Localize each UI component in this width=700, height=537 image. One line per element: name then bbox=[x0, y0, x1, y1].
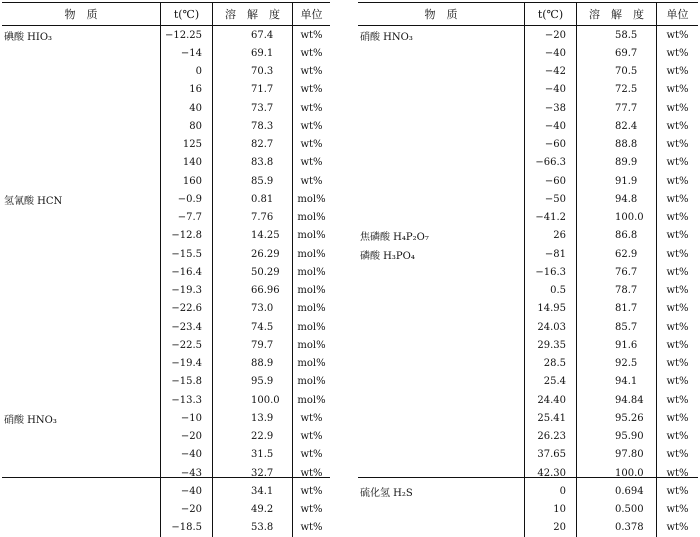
temperature-cell: −22.6 bbox=[160, 300, 212, 318]
temperature-cell: −40 bbox=[160, 446, 212, 464]
solubility-cell: 13.9 bbox=[212, 409, 292, 427]
table-row bbox=[358, 63, 698, 81]
temperature-cell: −81 bbox=[524, 245, 576, 263]
substance-cell bbox=[2, 373, 160, 391]
unit-cell: wt% bbox=[656, 391, 698, 409]
solubility-cell: 85.7 bbox=[576, 318, 656, 336]
table-row bbox=[358, 263, 698, 281]
temperature-cell: 42.30 bbox=[524, 464, 576, 482]
temperature-cell: −40 bbox=[524, 117, 576, 135]
table-row bbox=[2, 373, 330, 391]
unit-cell: wt% bbox=[292, 136, 330, 154]
temperature-cell: 125 bbox=[160, 136, 212, 154]
substance-cell bbox=[2, 172, 160, 190]
table-row bbox=[358, 26, 698, 44]
substance-cell: 磷酸 H₃PO₄ bbox=[360, 250, 415, 262]
temperature-cell: −0.9 bbox=[160, 190, 212, 208]
table-row bbox=[358, 428, 698, 446]
temperature-cell: −20 bbox=[160, 501, 212, 519]
table-row bbox=[358, 318, 698, 336]
temperature-cell: 0 bbox=[524, 482, 576, 500]
substance-cell bbox=[2, 117, 160, 135]
temperature-cell: −16.4 bbox=[160, 263, 212, 281]
unit-cell: wt% bbox=[656, 501, 698, 519]
solubility-cell: 58.5 bbox=[576, 26, 656, 44]
table-row bbox=[358, 81, 698, 99]
table-row bbox=[2, 44, 330, 62]
unit-cell: wt% bbox=[656, 245, 698, 263]
unit-cell: wt% bbox=[656, 318, 698, 336]
temperature-cell: −19.4 bbox=[160, 355, 212, 373]
substance-cell bbox=[358, 63, 524, 81]
unit-cell: wt% bbox=[656, 209, 698, 227]
substance-cell bbox=[358, 44, 524, 62]
table-header bbox=[358, 3, 698, 26]
solubility-cell: 91.9 bbox=[576, 172, 656, 190]
solubility-cell: 79.7 bbox=[212, 336, 292, 354]
table-row bbox=[2, 446, 330, 464]
temperature-cell: −18.5 bbox=[160, 519, 212, 537]
substance-cell bbox=[2, 318, 160, 336]
table-row bbox=[358, 44, 698, 62]
solubility-cell: 92.5 bbox=[576, 355, 656, 373]
table-row bbox=[2, 26, 330, 44]
temperature-cell: −7.7 bbox=[160, 209, 212, 227]
unit-cell: mol% bbox=[292, 245, 330, 263]
table-row bbox=[358, 355, 698, 373]
solubility-cell: 78.7 bbox=[576, 282, 656, 300]
unit-cell: wt% bbox=[292, 154, 330, 172]
temperature-cell: 10 bbox=[524, 501, 576, 519]
substance-cell: 碘酸 HIO₃ bbox=[4, 31, 53, 43]
solubility-cell: 100.0 bbox=[576, 464, 656, 482]
header-substance: 物 质 bbox=[424, 8, 458, 21]
table-row bbox=[2, 245, 330, 263]
substance-cell bbox=[2, 428, 160, 446]
substance-cell bbox=[358, 263, 524, 281]
temperature-cell: 26.23 bbox=[524, 428, 576, 446]
table-row bbox=[2, 300, 330, 318]
solubility-cell: 70.5 bbox=[576, 63, 656, 81]
table-row bbox=[2, 263, 330, 281]
table-body bbox=[358, 26, 698, 537]
substance-cell bbox=[358, 172, 524, 190]
substance-cell bbox=[358, 154, 524, 172]
solubility-cell: 72.5 bbox=[576, 81, 656, 99]
substance-cell bbox=[358, 282, 524, 300]
solubility-cell: 0.378 bbox=[576, 519, 656, 537]
table-row bbox=[2, 99, 330, 117]
substance-cell bbox=[358, 409, 524, 427]
unit-cell: wt% bbox=[656, 190, 698, 208]
substance-cell bbox=[358, 428, 524, 446]
substance-cell bbox=[2, 391, 160, 409]
table-row bbox=[358, 501, 698, 519]
temperature-cell: −15.5 bbox=[160, 245, 212, 263]
unit-cell: mol% bbox=[292, 190, 330, 208]
temperature-cell: −20 bbox=[160, 428, 212, 446]
unit-cell: mol% bbox=[292, 373, 330, 391]
temperature-cell: 140 bbox=[160, 154, 212, 172]
substance-cell bbox=[358, 391, 524, 409]
substance-cell bbox=[2, 245, 160, 263]
temperature-cell: 29.35 bbox=[524, 336, 576, 354]
temperature-cell: −60 bbox=[524, 172, 576, 190]
table-row bbox=[2, 336, 330, 354]
solubility-cell: 14.25 bbox=[212, 227, 292, 245]
temperature-cell: −10 bbox=[160, 409, 212, 427]
table-header bbox=[2, 3, 330, 26]
table-row bbox=[2, 209, 330, 227]
solubility-cell: 77.7 bbox=[576, 99, 656, 117]
solubility-cell: 69.1 bbox=[212, 44, 292, 62]
unit-cell: wt% bbox=[292, 428, 330, 446]
table-row bbox=[358, 300, 698, 318]
substance-cell bbox=[2, 282, 160, 300]
temperature-cell: 37.65 bbox=[524, 446, 576, 464]
unit-cell: wt% bbox=[656, 81, 698, 99]
unit-cell: wt% bbox=[656, 300, 698, 318]
solubility-table-right bbox=[358, 2, 698, 534]
solubility-cell: 73.7 bbox=[212, 99, 292, 117]
substance-cell bbox=[2, 501, 160, 519]
temperature-cell: 14.95 bbox=[524, 300, 576, 318]
substance-cell bbox=[2, 336, 160, 354]
unit-cell: wt% bbox=[292, 117, 330, 135]
table-row bbox=[358, 336, 698, 354]
solubility-cell: 82.7 bbox=[212, 136, 292, 154]
table-row bbox=[358, 209, 698, 227]
temperature-cell: −60 bbox=[524, 136, 576, 154]
unit-cell: mol% bbox=[292, 209, 330, 227]
unit-cell: wt% bbox=[656, 26, 698, 44]
temperature-cell: −22.5 bbox=[160, 336, 212, 354]
unit-cell: wt% bbox=[656, 519, 698, 537]
unit-cell: wt% bbox=[292, 519, 330, 537]
substance-cell: 焦磷酸 H₄P₂O₇ bbox=[360, 232, 429, 244]
table-row bbox=[358, 391, 698, 409]
unit-cell: mol% bbox=[292, 355, 330, 373]
substance-cell bbox=[358, 136, 524, 154]
temperature-cell: −40 bbox=[524, 44, 576, 62]
unit-cell: wt% bbox=[656, 409, 698, 427]
solubility-cell: 31.5 bbox=[212, 446, 292, 464]
unit-cell: wt% bbox=[656, 136, 698, 154]
substance-cell bbox=[358, 318, 524, 336]
unit-cell: wt% bbox=[656, 44, 698, 62]
table-row bbox=[358, 172, 698, 190]
solubility-cell: 69.7 bbox=[576, 44, 656, 62]
unit-cell: wt% bbox=[292, 99, 330, 117]
table-row bbox=[358, 482, 698, 500]
unit-cell: mol% bbox=[292, 227, 330, 245]
unit-cell: mol% bbox=[292, 300, 330, 318]
temperature-cell: −19.3 bbox=[160, 282, 212, 300]
unit-cell: wt% bbox=[656, 117, 698, 135]
temperature-cell: −12.8 bbox=[160, 227, 212, 245]
substance-cell: 硝酸 HNO₃ bbox=[4, 414, 57, 426]
substance-cell bbox=[358, 190, 524, 208]
unit-cell: mol% bbox=[292, 391, 330, 409]
solubility-cell: 82.4 bbox=[576, 117, 656, 135]
solubility-cell: 100.0 bbox=[576, 209, 656, 227]
unit-cell: wt% bbox=[292, 409, 330, 427]
solubility-cell: 26.29 bbox=[212, 245, 292, 263]
substance-cell bbox=[358, 300, 524, 318]
temperature-cell: −15.8 bbox=[160, 373, 212, 391]
solubility-cell: 100.0 bbox=[212, 391, 292, 409]
unit-cell: wt% bbox=[292, 446, 330, 464]
table-body bbox=[2, 26, 330, 537]
solubility-cell: 0.81 bbox=[212, 190, 292, 208]
substance-cell bbox=[358, 519, 524, 537]
solubility-cell: 95.26 bbox=[576, 409, 656, 427]
table-row bbox=[358, 154, 698, 172]
temperature-cell: −38 bbox=[524, 99, 576, 117]
table-row bbox=[358, 117, 698, 135]
substance-cell: 氢氰酸 HCN bbox=[4, 195, 63, 207]
unit-cell: wt% bbox=[656, 446, 698, 464]
solubility-cell: 76.7 bbox=[576, 263, 656, 281]
unit-cell: wt% bbox=[656, 154, 698, 172]
unit-cell: wt% bbox=[292, 172, 330, 190]
table-row bbox=[2, 81, 330, 99]
table-row bbox=[2, 501, 330, 519]
solubility-cell: 88.9 bbox=[212, 355, 292, 373]
header-temperature: t(℃) bbox=[160, 3, 212, 25]
solubility-cell: 94.8 bbox=[576, 190, 656, 208]
table-row bbox=[2, 190, 330, 208]
table-row bbox=[358, 136, 698, 154]
header-temperature: t(℃) bbox=[524, 3, 576, 25]
table-row bbox=[358, 190, 698, 208]
substance-cell bbox=[2, 355, 160, 373]
unit-cell: wt% bbox=[656, 428, 698, 446]
table-row bbox=[2, 63, 330, 81]
solubility-cell: 78.3 bbox=[212, 117, 292, 135]
substance-cell bbox=[2, 63, 160, 81]
table-row bbox=[2, 428, 330, 446]
unit-cell: wt% bbox=[656, 99, 698, 117]
table-row bbox=[358, 373, 698, 391]
unit-cell: wt% bbox=[292, 464, 330, 482]
temperature-cell: −41.2 bbox=[524, 209, 576, 227]
table-row bbox=[2, 227, 330, 245]
substance-cell bbox=[358, 373, 524, 391]
temperature-cell: −12.25 bbox=[160, 26, 212, 44]
temperature-cell: −14 bbox=[160, 44, 212, 62]
temperature-cell: 40 bbox=[160, 99, 212, 117]
table-row bbox=[2, 136, 330, 154]
unit-cell: wt% bbox=[656, 355, 698, 373]
solubility-cell: 88.8 bbox=[576, 136, 656, 154]
temperature-cell: −40 bbox=[160, 482, 212, 500]
temperature-cell: 25.4 bbox=[524, 373, 576, 391]
substance-cell bbox=[2, 227, 160, 245]
solubility-cell: 7.76 bbox=[212, 209, 292, 227]
solubility-cell: 0.500 bbox=[576, 501, 656, 519]
substance-cell bbox=[358, 81, 524, 99]
temperature-cell: −66.3 bbox=[524, 154, 576, 172]
table-row bbox=[2, 117, 330, 135]
unit-cell: wt% bbox=[656, 263, 698, 281]
unit-cell: wt% bbox=[292, 44, 330, 62]
unit-cell: wt% bbox=[656, 373, 698, 391]
table-row bbox=[358, 227, 698, 245]
solubility-cell: 66.96 bbox=[212, 282, 292, 300]
substance-cell bbox=[2, 300, 160, 318]
solubility-cell: 86.8 bbox=[576, 227, 656, 245]
temperature-cell: 16 bbox=[160, 81, 212, 99]
substance-cell bbox=[2, 154, 160, 172]
table-row bbox=[358, 409, 698, 427]
table-row bbox=[2, 154, 330, 172]
unit-cell: wt% bbox=[292, 501, 330, 519]
unit-cell: mol% bbox=[292, 318, 330, 336]
header-substance: 物 质 bbox=[64, 8, 98, 21]
solubility-cell: 89.9 bbox=[576, 154, 656, 172]
temperature-cell: −50 bbox=[524, 190, 576, 208]
temperature-cell: 0 bbox=[160, 63, 212, 81]
solubility-cell: 94.1 bbox=[576, 373, 656, 391]
temperature-cell: −43 bbox=[160, 464, 212, 482]
substance-cell bbox=[2, 81, 160, 99]
temperature-cell: 20 bbox=[524, 519, 576, 537]
table-row bbox=[2, 318, 330, 336]
temperature-cell: 24.40 bbox=[524, 391, 576, 409]
solubility-table-left bbox=[2, 2, 330, 534]
header-solubility: 溶 解 度 bbox=[576, 3, 656, 25]
table-row bbox=[2, 282, 330, 300]
temperature-cell: 160 bbox=[160, 172, 212, 190]
unit-cell: wt% bbox=[292, 482, 330, 500]
unit-cell: wt% bbox=[656, 172, 698, 190]
unit-cell: mol% bbox=[292, 282, 330, 300]
temperature-cell: 0.5 bbox=[524, 282, 576, 300]
unit-cell: wt% bbox=[656, 227, 698, 245]
substance-cell bbox=[2, 99, 160, 117]
solubility-cell: 73.0 bbox=[212, 300, 292, 318]
table-row bbox=[358, 282, 698, 300]
solubility-cell: 49.2 bbox=[212, 501, 292, 519]
unit-cell: mol% bbox=[292, 263, 330, 281]
substance-cell bbox=[2, 44, 160, 62]
solubility-cell: 34.1 bbox=[212, 482, 292, 500]
table-row bbox=[2, 409, 330, 427]
unit-cell: wt% bbox=[656, 482, 698, 500]
substance-cell bbox=[2, 519, 160, 537]
solubility-cell: 95.90 bbox=[576, 428, 656, 446]
temperature-cell: 28.5 bbox=[524, 355, 576, 373]
table-row bbox=[358, 519, 698, 537]
temperature-cell: −20 bbox=[524, 26, 576, 44]
solubility-cell: 71.7 bbox=[212, 81, 292, 99]
solubility-cell: 81.7 bbox=[576, 300, 656, 318]
unit-cell: wt% bbox=[656, 464, 698, 482]
solubility-cell: 83.8 bbox=[212, 154, 292, 172]
temperature-cell: 26 bbox=[524, 227, 576, 245]
solubility-cell: 97.80 bbox=[576, 446, 656, 464]
solubility-cell: 91.6 bbox=[576, 336, 656, 354]
substance-cell bbox=[358, 355, 524, 373]
substance-cell bbox=[358, 209, 524, 227]
substance-cell bbox=[2, 446, 160, 464]
table-row bbox=[358, 446, 698, 464]
substance-cell bbox=[358, 336, 524, 354]
unit-cell: wt% bbox=[292, 63, 330, 81]
solubility-cell: 74.5 bbox=[212, 318, 292, 336]
substance-cell: 硫化氢 H₂S bbox=[360, 487, 413, 499]
table-row bbox=[358, 245, 698, 263]
temperature-cell: 80 bbox=[160, 117, 212, 135]
table-row bbox=[358, 99, 698, 117]
header-unit: 单位 bbox=[656, 3, 698, 25]
table-row bbox=[2, 355, 330, 373]
temperature-cell: −16.3 bbox=[524, 263, 576, 281]
substance-cell: 硝酸 HNO₃ bbox=[360, 31, 413, 43]
header-unit: 单位 bbox=[292, 3, 330, 25]
temperature-cell: −13.3 bbox=[160, 391, 212, 409]
solubility-cell: 50.29 bbox=[212, 263, 292, 281]
unit-cell: wt% bbox=[292, 26, 330, 44]
solubility-cell: 67.4 bbox=[212, 26, 292, 44]
table-row bbox=[2, 391, 330, 409]
solubility-cell: 0.694 bbox=[576, 482, 656, 500]
substance-cell bbox=[2, 209, 160, 227]
solubility-cell: 32.7 bbox=[212, 464, 292, 482]
unit-cell: wt% bbox=[292, 81, 330, 99]
solubility-cell: 95.9 bbox=[212, 373, 292, 391]
table-row bbox=[2, 482, 330, 500]
solubility-cell: 53.8 bbox=[212, 519, 292, 537]
solubility-cell: 85.9 bbox=[212, 172, 292, 190]
substance-cell bbox=[358, 117, 524, 135]
header-solubility: 溶 解 度 bbox=[212, 3, 292, 25]
substance-cell bbox=[358, 99, 524, 117]
table-row bbox=[2, 172, 330, 190]
unit-cell: wt% bbox=[656, 282, 698, 300]
temperature-cell: 24.03 bbox=[524, 318, 576, 336]
substance-cell bbox=[2, 482, 160, 500]
table-row bbox=[2, 519, 330, 537]
unit-cell: wt% bbox=[656, 63, 698, 81]
substance-cell bbox=[2, 136, 160, 154]
temperature-cell: 25.41 bbox=[524, 409, 576, 427]
substance-cell bbox=[358, 446, 524, 464]
temperature-cell: −40 bbox=[524, 81, 576, 99]
substance-cell bbox=[2, 263, 160, 281]
unit-cell: mol% bbox=[292, 336, 330, 354]
unit-cell: wt% bbox=[656, 336, 698, 354]
solubility-cell: 22.9 bbox=[212, 428, 292, 446]
solubility-cell: 70.3 bbox=[212, 63, 292, 81]
substance-cell bbox=[358, 501, 524, 519]
solubility-cell: 94.84 bbox=[576, 391, 656, 409]
temperature-cell: −23.4 bbox=[160, 318, 212, 336]
temperature-cell: −42 bbox=[524, 63, 576, 81]
solubility-cell: 62.9 bbox=[576, 245, 656, 263]
